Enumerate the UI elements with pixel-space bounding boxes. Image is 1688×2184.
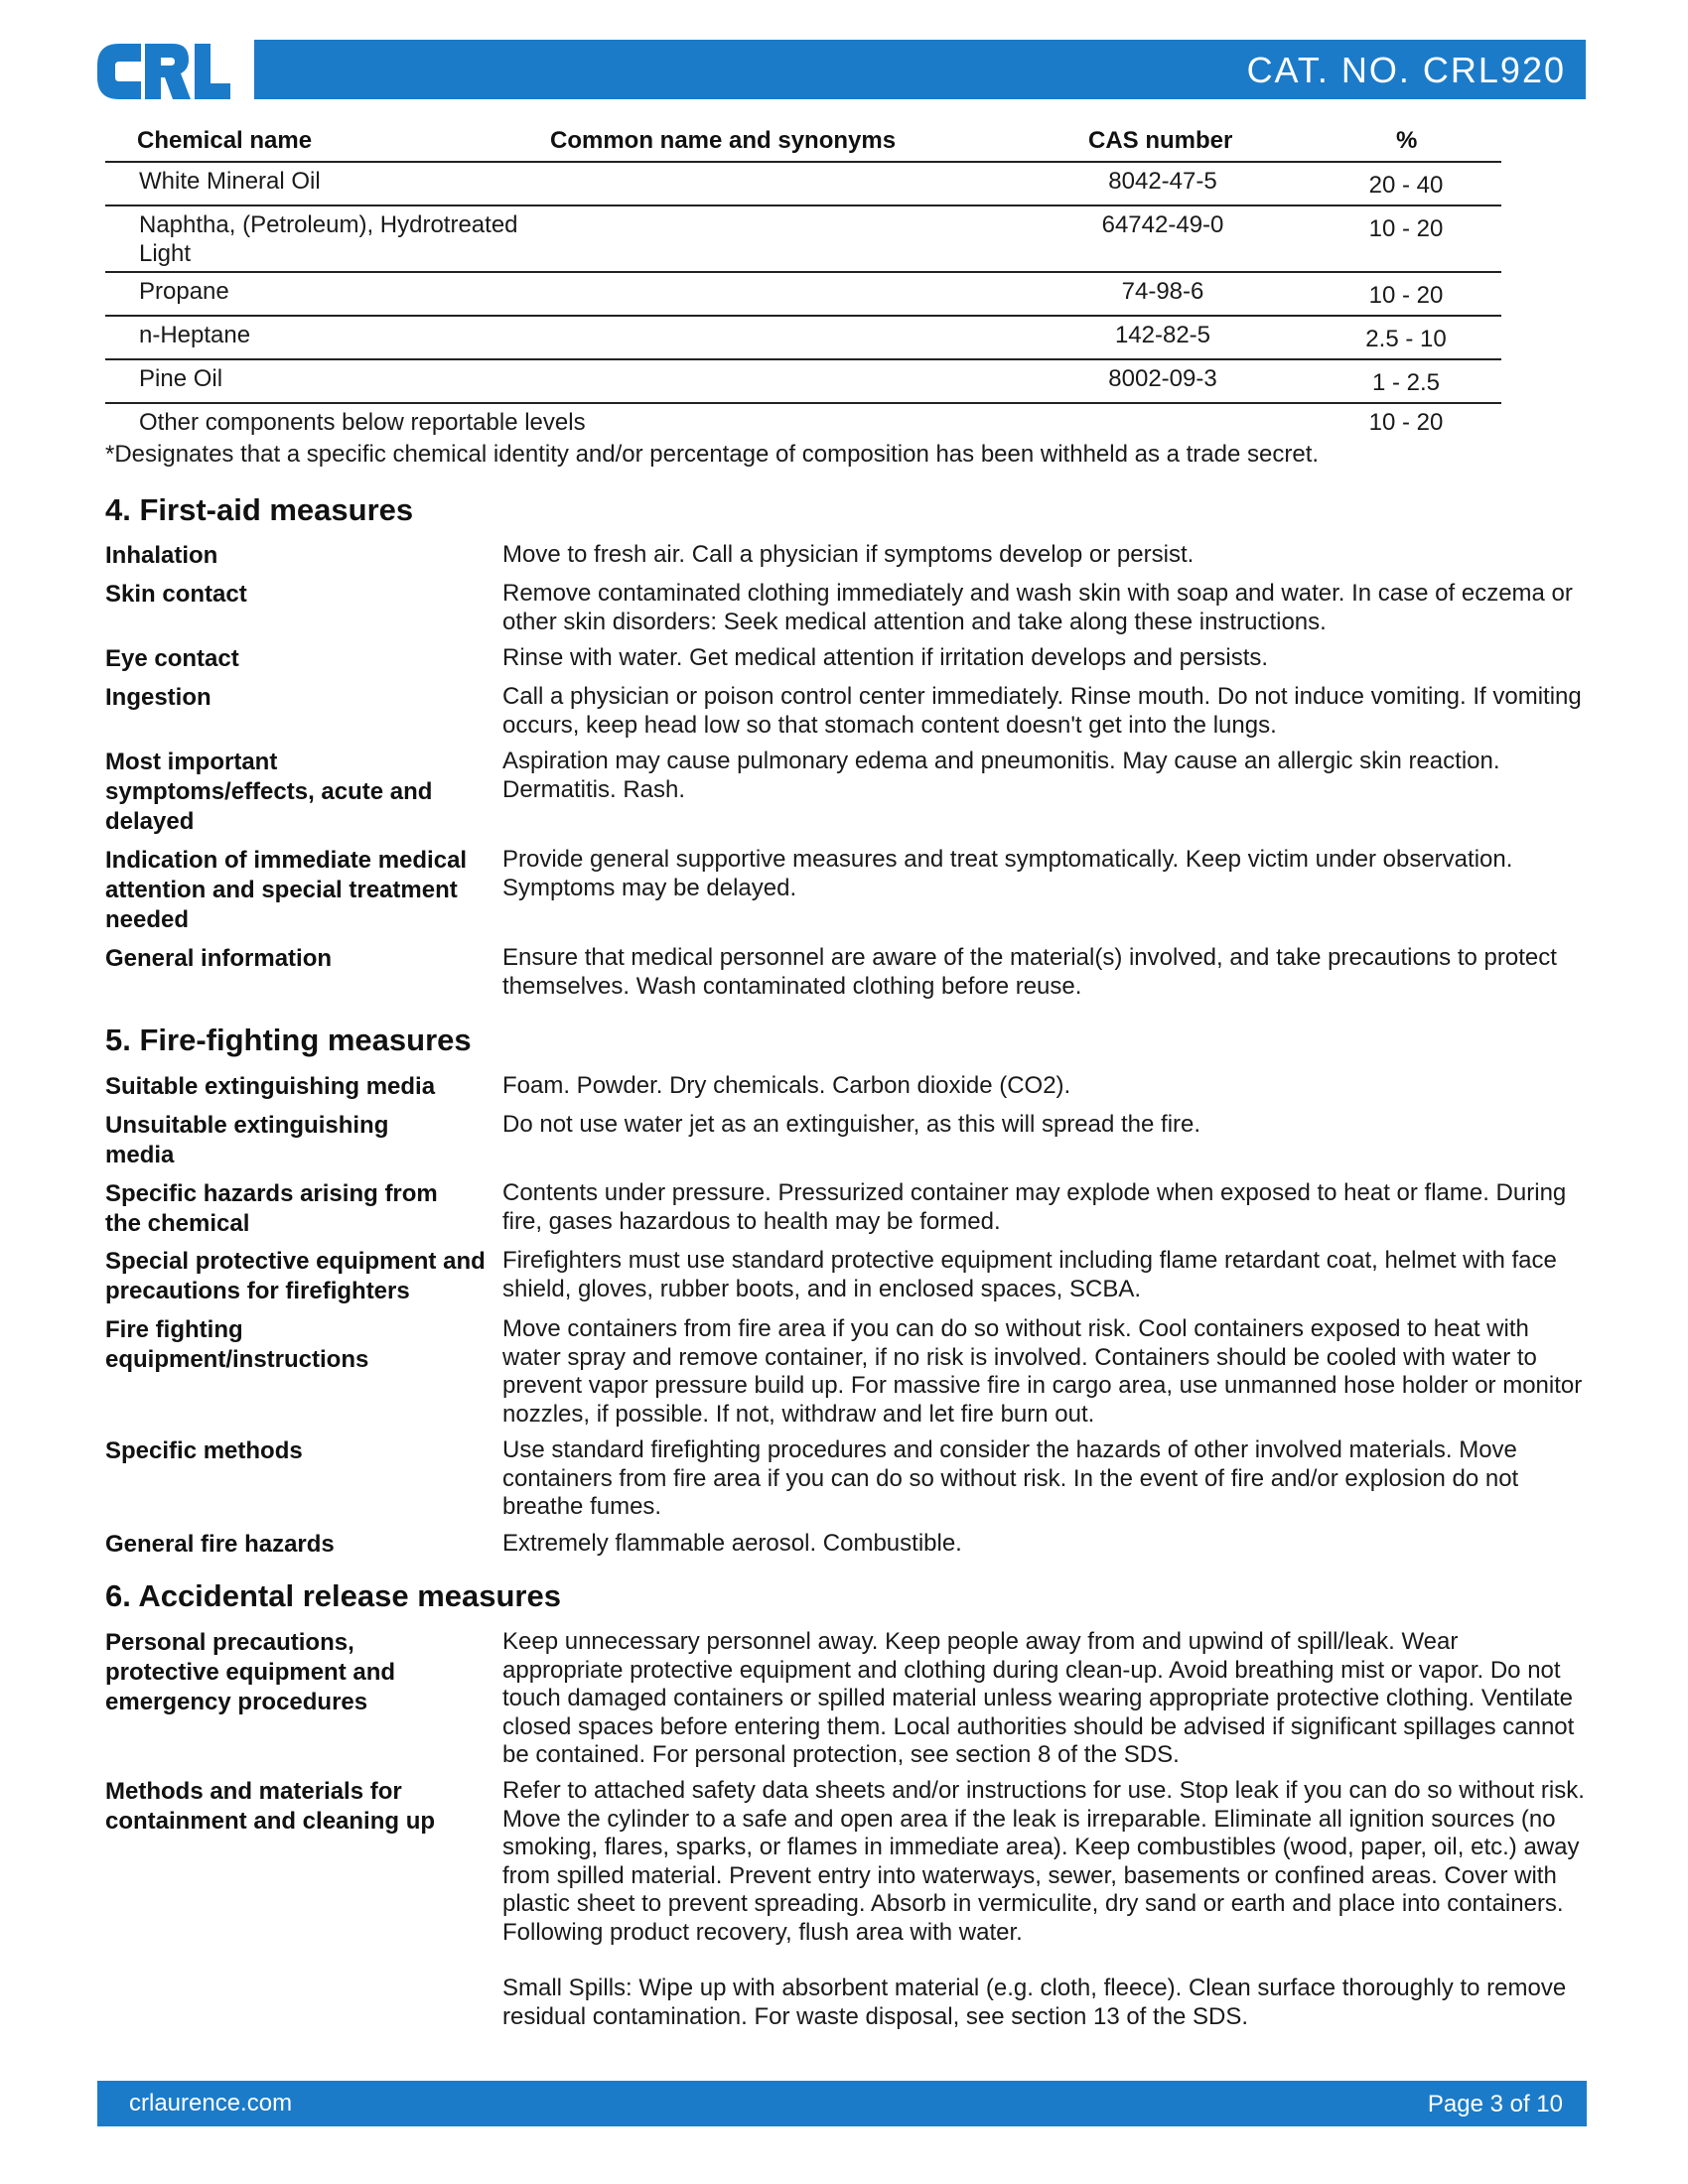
header-percent: % xyxy=(1396,127,1418,154)
section-6-rows xyxy=(105,1628,1595,2031)
composition-table xyxy=(105,123,1501,442)
row-label: Unsuitable extinguishing media xyxy=(105,1112,389,1168)
row-label: Personal precautions, protective equipment and emergency procedures xyxy=(105,1629,396,1715)
list-item xyxy=(105,1111,1595,1179)
row-label: Special protective equipment and precautions for firefighters xyxy=(105,1248,486,1304)
header-common-name: Common name and synonyms xyxy=(550,127,897,154)
row-text xyxy=(502,1777,1585,2031)
row-text: Foam. Powder. Dry chemicals. Carbon dioxide (CO2). xyxy=(502,1072,1071,1099)
row-label: General information xyxy=(105,945,333,972)
row-label: Eye contact xyxy=(105,645,239,672)
paragraph: Refer to attached safety data sheets and/or instructions for use. Stop leak if you can do so without risk. Move the cylinder to a safe and open area if the leak is irreparable. Eliminate all ignition sources (no smoking, flares, sparks, or flames in immediate area). Keep combustibles (wood, paper, oil, etc.) away from spilled material. Prevent entry into waterways, sewer, basements or confined areas. Cover with plastic sheet to prevent spreading. Absorb in vermiculite, dry sand or earth and place into containers. Following product recovery, flush area with water. xyxy=(502,1777,1585,1946)
list-item xyxy=(105,580,1595,644)
cas-number: 74-98-6 xyxy=(1121,278,1204,305)
row-label: Suitable extinguishing media xyxy=(105,1073,436,1100)
section-6-title: 6. Accidental release measures xyxy=(105,1578,561,1613)
list-item xyxy=(105,944,1595,1004)
percent: 20 - 40 xyxy=(1368,172,1444,199)
chemical-name: Naphtha, (Petroleum), Hydrotreated Light xyxy=(139,211,518,267)
row-text: Remove contaminated clothing immediately and wash skin with soap and water. In case of eczema or other skin disorders: Seek medical attention and take along these instructions. xyxy=(502,580,1573,635)
chemical-name: White Mineral Oil xyxy=(139,168,321,195)
list-item xyxy=(105,1777,1595,2031)
header-chemical-name: Chemical name xyxy=(137,127,313,154)
section-4-rows xyxy=(105,541,1595,1004)
row-label: Skin contact xyxy=(105,581,247,608)
row-text: Use standard firefighting procedures and consider the hazards of other involved materials. Move containers from fire area if you can do so without risk. In the event of fire and/or explosion do not breathe fumes. xyxy=(502,1436,1519,1520)
website-link[interactable]: crlaurence.com xyxy=(129,2090,293,2116)
table-row xyxy=(105,273,1501,317)
table-header xyxy=(105,123,1501,163)
row-text: Rinse with water. Get medical attention if irritation develops and persists. xyxy=(502,644,1269,671)
row-label: Specific hazards arising from the chemical xyxy=(105,1180,438,1237)
trade-secret-footnote: *Designates that a specific chemical identity and/or percentage of composition has been withheld as a trade secret. xyxy=(105,441,1320,468)
row-text: Move containers from fire area if you can do so without risk. Cool containers exposed to heat with water spray and remove container, if no risk is involved. Containers should be cooled with water to prevent vapor pressure build up. For massive fire in cargo area, use unmanned hose holder or monitor nozzles, if possible. If not, withdraw and let fire burn out. xyxy=(502,1315,1583,1428)
header-cas-number: CAS number xyxy=(1088,127,1233,154)
cas-number: 8002-09-3 xyxy=(1108,365,1217,392)
row-text: Call a physician or poison control center immediately. Rinse mouth. Do not induce vomiting. If vomiting occurs, keep head low so that stomach content doesn't get into the lungs. xyxy=(502,683,1582,739)
chemical-name: Pine Oil xyxy=(139,365,223,392)
section-5-rows xyxy=(105,1072,1595,1570)
row-text: Move to fresh air. Call a physician if symptoms develop or persist. xyxy=(502,541,1195,568)
chemical-name: n-Heptane xyxy=(139,322,251,348)
section-4-title: 4. First-aid measures xyxy=(105,492,414,527)
paragraph: Small Spills: Wipe up with absorbent material (e.g. cloth, fleece). Clean surface thoroughly to remove residual contamination. For waste disposal, see section 13 of the SDS. xyxy=(502,1975,1567,2030)
table-row xyxy=(105,404,1501,442)
row-label: Fire fighting equipment/instructions xyxy=(105,1316,369,1373)
list-item xyxy=(105,748,1595,846)
list-item xyxy=(105,1247,1595,1315)
list-item xyxy=(105,541,1595,580)
list-item xyxy=(105,1315,1595,1436)
list-item xyxy=(105,1179,1595,1247)
row-text: Contents under pressure. Pressurized container may explode when exposed to heat or flame. During fire, gases hazardous to health may be formed. xyxy=(502,1179,1567,1235)
percent: 10 - 20 xyxy=(1368,215,1444,242)
list-item xyxy=(105,1628,1595,1777)
section-5-title: 5. Fire-fighting measures xyxy=(105,1023,472,1057)
page-number: Page 3 of 10 xyxy=(1427,2091,1563,2117)
table-row xyxy=(105,360,1501,404)
table-row xyxy=(105,163,1501,206)
crl-logo xyxy=(97,44,230,99)
row-text: Ensure that medical personnel are aware of the material(s) involved, and take precautions to protect themselves. Wash contaminated clothing before reuse. xyxy=(502,944,1557,1000)
footer-bar xyxy=(97,2081,1587,2126)
row-text: Provide general supportive measures and treat symptomatically. Keep victim under observation. Symptoms may be delayed. xyxy=(502,846,1513,901)
row-text: Keep unnecessary personnel away. Keep people away from and upwind of spill/leak. Wear appropriate protective equipment and clothing during clean-up. Avoid breathing mist or vapor. Do not touch damaged containers or spilled material unless wearing appropriate protective clothing. Ventilate closed spaces before entering them. Local authorities should be advised if significant spillages cannot be contained. For personal protection, see section 8 of the SDS. xyxy=(502,1628,1575,1768)
percent: 10 - 20 xyxy=(1368,282,1444,309)
percent: 10 - 20 xyxy=(1368,409,1444,436)
cas-number: 64742-49-0 xyxy=(1101,211,1224,238)
table-row xyxy=(105,206,1501,273)
cas-number: 8042-47-5 xyxy=(1108,168,1217,195)
list-item xyxy=(105,1072,1595,1111)
row-label: Most important symptoms/effects, acute and delayed xyxy=(105,749,433,835)
list-item xyxy=(105,683,1595,748)
row-label: General fire hazards xyxy=(105,1531,335,1558)
row-label: Specific methods xyxy=(105,1437,303,1464)
list-item xyxy=(105,1530,1595,1570)
list-item xyxy=(105,644,1595,683)
row-label: Ingestion xyxy=(105,684,211,711)
table-row xyxy=(105,317,1501,360)
percent: 2.5 - 10 xyxy=(1365,326,1447,352)
row-label: Indication of immediate medical attention and special treatment needed xyxy=(105,847,468,933)
cas-number: 142-82-5 xyxy=(1114,322,1211,348)
catalog-number: CAT. NO. CRL920 xyxy=(1246,50,1566,90)
row-label: Methods and materials for containment and cleaning up xyxy=(105,1778,436,1835)
row-text: Firefighters must use standard protective equipment including flame retardant coat, helmet with face shield, gloves, rubber boots, and in enclosed spaces, SCBA. xyxy=(502,1247,1557,1302)
row-text: Extremely flammable aerosol. Combustible. xyxy=(502,1530,962,1557)
list-item xyxy=(105,846,1595,944)
row-text: Aspiration may cause pulmonary edema and pneumonitis. May cause an allergic skin reaction. Dermatitis. Rash. xyxy=(502,748,1500,803)
chemical-name: Other components below reportable levels xyxy=(139,409,586,436)
chemical-name: Propane xyxy=(139,278,229,305)
row-text: Do not use water jet as an extinguisher, as this will spread the fire. xyxy=(502,1111,1201,1138)
list-item xyxy=(105,1436,1595,1530)
row-label: Inhalation xyxy=(105,542,218,569)
header-bar xyxy=(254,40,1586,99)
percent: 1 - 2.5 xyxy=(1371,369,1441,396)
